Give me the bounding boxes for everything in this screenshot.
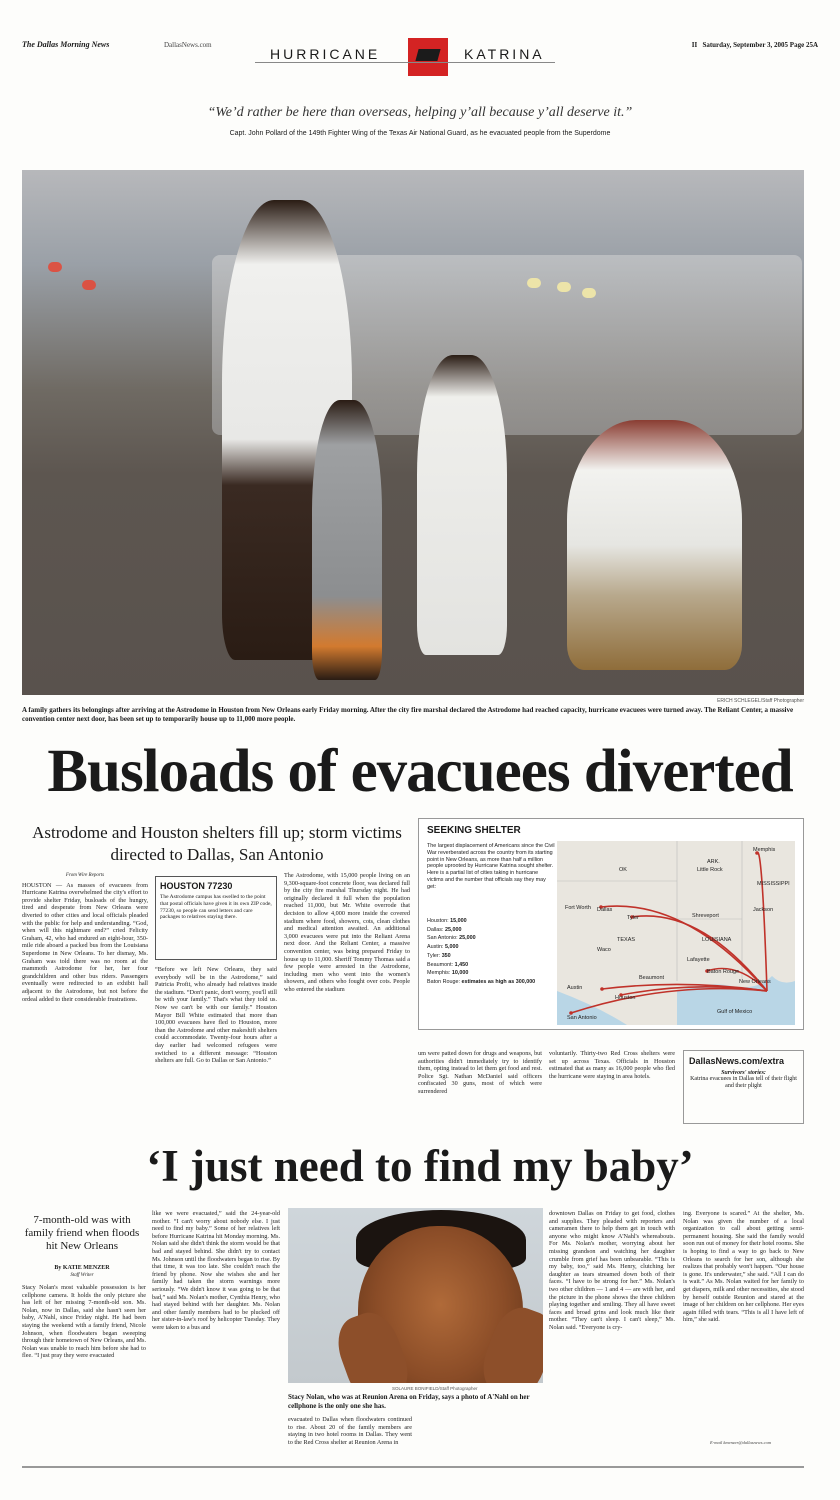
- page-mark: II: [691, 41, 698, 49]
- section-title-right: KATRINA: [464, 46, 545, 62]
- map-label: Little Rock: [697, 867, 723, 873]
- story2-col5: ing. Everyone is scared.” At the shelter, Ms. Nolan was given the number of a local organization to call about getting semi-permanent housing. She said the family would soon run out of money for their hotel rooms. She is hoping to find a way to go back to New Orleans to search for her son, although she realizes that probably won't happen. “Our house is gone. It's underwater,” she said. “All I can do is wait.” As Ms. Nolan waited for her family to get diapers, milk and other necessities, she stood by herself outside Reunion and stared at the image of her children on her cellphone. Her eyes again filled with tears. “This is all I have left of him,” she said.: [683, 1210, 804, 1324]
- shelter-count-value: 1,450: [454, 961, 469, 968]
- map-label: LOUISIANA: [702, 937, 732, 943]
- deck-7-month-old: 7-month-old was with family friend when floods hit New Orleans: [24, 1214, 140, 1252]
- shelter-count-row: [427, 934, 555, 943]
- shelter-map: [557, 841, 795, 1025]
- map-label: Jackson: [753, 907, 774, 913]
- map-label: Baton Rouge: [707, 969, 740, 975]
- bus-light: [527, 278, 541, 288]
- main-photo-caption: A family gathers its belongings after arriving at the Astrodome in Houston from New Orleans early Friday morning. After the city fire marshal declared the Astrodome had reached capacity, hurricane evacuees were turned away. The Reliant Center, a massive convention center next door, has been set up to temporarily house up to 11,000 more people.: [22, 706, 794, 723]
- shelter-intro: The largest displacement of Americans since the Civil War reverberated across the country from its starting point in New Orleans, as more than half a million people uprooted by Hurricane Katrina sought shelter. Here is a partial list of cities taking in hurricane victims and the number that officials say they may get:: [427, 843, 555, 890]
- dallasnews-brand[interactable]: DallasNews.com/extra: [689, 1056, 785, 1066]
- seeking-shelter-box: [418, 818, 804, 1030]
- shelter-counts: [427, 917, 555, 987]
- map-label: Fort Worth: [565, 905, 591, 911]
- shelter-count-value: 15,000: [450, 918, 467, 924]
- shelter-count-value: 350: [441, 952, 451, 959]
- page-info: [692, 41, 818, 49]
- houston-box-text: The Astrodome campus has swelled to the point that postal officials have given it its own ZIP code, 77230, so people can send letters and care packages to relatives staying there.: [160, 894, 272, 921]
- main-photo: [22, 170, 804, 695]
- map-label: TEXAS: [617, 937, 636, 943]
- shelter-count-row: [427, 926, 555, 935]
- shelter-count-value: 10,000: [451, 970, 469, 977]
- map-label: Tyler: [627, 915, 639, 921]
- section-title-left: HURRICANE: [270, 46, 381, 62]
- story1-col5: voluntarily. Thirty-two Red Cross shelters were set up across Texas. Officials in Houston estimated that as many as 16,000 people who fled the hurricane were staying in area hotels.: [549, 1050, 675, 1080]
- story2-col2: like we were evacuated,” said the 24-year-old mother. “I can't worry about nobody else. I just need to find my baby.” Some of her relatives left before Hurricane Katrina hit Monday morning. Ms. Nolan said she didn't think the storm would be that bad and stayed behind. She didn't try to contact Ms. Johnson until the floodwaters began to rise. By that time, it was too late. She couldn't reach the friend by phone. Now she wishes she and her family had taken the storm warnings more seriously. “We didn't know it was going to be that bad,” said Ms. Nolan's mother, Cynthia Henry, who had stayed behind with her daughter. Ms. Nolan and other family members had to be plucked off her sister-in-law's roof by helicopter Tuesday. They were taken to a bus and: [152, 1210, 280, 1331]
- story2-col1: Stacy Nolan's most valuable possession is her cellphone camera. It holds the only picture she has left of her missing 7-month-old son. Ms. Nolan, now in Dallas, said she hasn't seen her baby, A'Nahl, since Friday night. He had been staying the weekend with a family friend, Nicole Johnson, when floodwaters began sweeping through their hometown of New Orleans, and Ms. Nolan was unable to reach him before she had to flee. “I just pray they were evacuated: [22, 1284, 146, 1360]
- map-label: San Antonio: [567, 1015, 597, 1021]
- shelter-count-label: San Antonio:: [427, 935, 460, 942]
- shelter-count-label: Austin:: [427, 944, 445, 951]
- map-label: Dallas: [597, 907, 613, 913]
- story1-col3: The Astrodome, with 15,000 people living on an 9,300-square-foot concrete floor, was declared full by the city fire marshal Thursday night. He had originally declared it full when the population reached 11,000, but Mr. White overrode that decision to allow 4,000 more inside the covered stadium where food, showers, cots, clean clothes and medical attention awaited. An additional 3,000 evacuees were put into the Reliant Arena next door. And the Reliant Center, a massive convention center, was being prepared Friday to house up to 11,000. Sheriff Tommy Thomas said a few people were arrested in the Astrodome, including men who went into the women's showers, and others who fought over cots. People who entered the stadium: [284, 872, 410, 993]
- woman-figure: [567, 420, 742, 670]
- map-label: New Orleans: [739, 979, 771, 985]
- bus-light: [557, 282, 571, 292]
- dallasnews-sub: Survivors' stories:: [721, 1070, 766, 1076]
- shelter-title: SEEKING SHELTER: [427, 825, 521, 836]
- map-label: Austin: [567, 985, 583, 991]
- toddler-figure: [417, 355, 507, 655]
- map-label: Beaumont: [639, 975, 665, 981]
- quote-attribution: Capt. John Pollard of the 149th Fighter Wing of the Texas Air National Guard, as he evacuated people from the Superdome: [229, 130, 611, 137]
- pull-quote: “We’d rather be here than overseas, helping y’all because y’all deserve it.”: [207, 105, 633, 120]
- story1-col1: [22, 872, 148, 1130]
- houston-zip-box: [155, 876, 277, 960]
- story2-col4: downtown Dallas on Friday to get food, clothes and supplies. They pleaded with reporters and cameramen there to help them get in touch with anyone who might know A'Nahl's whereabouts. For Ms. Nolan's mother, worrying about her missing grandson and watching her daughter crumble from grief has been unbearable. “This is my baby, too,” said Ms. Henry, clutching her daughter as tears streamed down both of their faces. “I have to be strong for her.” Ms. Nolan's two other children — 1 and 4 — are with her, and the picture in the phone shows the three children playing together and smiling. They all have sweet faces and broad grins and look much like their mother. “They can't sleep. I can't sleep,” Ms. Nolan said. “Everyone is cry-: [549, 1210, 675, 1331]
- shelter-count-value: estimates as high as 300,000: [461, 978, 536, 985]
- shelter-count-row: [427, 978, 555, 987]
- story1-col4: um were patted down for drugs and weapons, but authorities didn't immediately try to identify them, opting instead to let them get food and rest. Police Sgt. Nathan McDaniel said officers confiscated 30 guns, most of which were surrendered: [418, 1050, 542, 1095]
- story1-col2: “Before we left New Orleans, they said everybody will be in the Astrodome,” said Patricia Profit, who already had relatives inside the stadium. “Don't panic, don't worry, you'll still be with your family.” That's what they told us. Now we can't be with our family.” Houston Mayor Bill White estimated that more than 100,000 evacuees have fled to Houston, more than the Astrodome and other makeshift shelters could accommodate. Twenty-four hours after a day earlier had welcomed refugees were switched to a different message: “Houston shelters are full. Go to Dallas or San Antonio.”: [155, 966, 277, 1065]
- tail-light: [82, 280, 96, 290]
- map-label: Houston: [615, 995, 636, 1001]
- site-url[interactable]: DallasNews.com: [164, 41, 212, 49]
- shelter-count-label: Beaumont:: [427, 961, 455, 968]
- shelter-count-row: [427, 969, 555, 978]
- map-label: Shreveport: [692, 913, 719, 919]
- houston-box-title: HOUSTON 77230: [160, 881, 233, 891]
- map-label: ARK.: [707, 859, 720, 865]
- photo2-credit: SOLAURE BONIFIELD/Staff Photographer: [392, 1386, 478, 1391]
- shelter-count-value: 5,000: [444, 944, 459, 951]
- shelter-count-label: Tyler:: [427, 952, 442, 959]
- hurricane-logo-icon: [408, 38, 448, 76]
- map-label: Lafayette: [687, 957, 710, 963]
- headline-find-my-baby: ‘I just need to find my baby’: [146, 1141, 694, 1191]
- shelter-count-value: 25,000: [459, 935, 476, 942]
- bus-light: [582, 288, 596, 298]
- dallasnews-promo-box[interactable]: [683, 1050, 804, 1124]
- shelter-count-row: [427, 943, 555, 952]
- headline-evacuees-diverted: Busloads of evacuees diverted: [47, 738, 793, 805]
- story2-col3: evacuated to Dallas when floodwaters continued to rise. About 20 of the family members are staying in two hotel rooms in Dallas. They went to the Red Cross shelter at Reunion Arena in: [288, 1416, 412, 1446]
- shelter-count-row: [427, 952, 555, 961]
- child-figure: [312, 400, 382, 680]
- shelter-count-label: Baton Rouge:: [427, 978, 462, 985]
- shelter-count-label: Memphis:: [427, 970, 452, 977]
- bottom-rule: [22, 1466, 804, 1468]
- paper-name: The Dallas Morning News: [22, 40, 110, 49]
- folio: [22, 38, 818, 68]
- byline-title: Staff Writer: [70, 1273, 94, 1278]
- stacy-nolan-photo: [288, 1208, 543, 1383]
- shelter-count-row: [427, 961, 555, 970]
- tail-light: [48, 262, 62, 272]
- photo2-caption: Stacy Nolan, who was at Reunion Arena on Friday, says a photo of A'Nahl on her cellphone is the only one she has.: [288, 1393, 530, 1410]
- map-label: Waco: [597, 947, 611, 953]
- wire-credit: From Wire Reports: [65, 873, 105, 878]
- map-label: Memphis: [753, 847, 776, 853]
- folio-rule: [255, 62, 555, 63]
- shelter-count-label: Dallas:: [427, 926, 445, 933]
- main-photo-credit: ERICH SCHLEGEL/Staff Photographer: [717, 698, 804, 704]
- shelter-count-label: Houston:: [427, 918, 451, 924]
- map-label: Gulf of Mexico: [717, 1009, 753, 1015]
- shelter-count-value: 25,000: [444, 926, 462, 933]
- byline: By KATIE MENZER: [54, 1265, 110, 1271]
- dallasnews-desc: Katrina evacuees in Dallas tell of their flight and their plight: [690, 1076, 797, 1090]
- author-email[interactable]: E-mail kmenzer@dallasnews.com: [710, 1440, 772, 1445]
- page-date: Saturday, September 3, 2005 Page 25A: [702, 41, 818, 49]
- story1-col1-text: HOUSTON — As masses of evacuees from Hurricane Katrina overwhelmed the city's effort to provide shelter Friday, busloads of the hungry, tired and desperate from New Orleans were diverted to other cities and local officials pleaded with the public for help and understanding. “God, when will this nightmare end?” cried Felicity Graham, 42, who had endured an eight-hour, 350-mile ride aboard a packed bus from the Louisiana Superdome in New Orleans. To her dismay, Ms. Graham was told there was no room at the mammoth Astrodome for her, her four grandchildren and other bus riders. Passengers eventually were redirected to an exhibit hall adjacent to the Astrodome, but not before the ordeal added to their considerable frustrations.: [22, 881, 148, 1003]
- map-arrowhead: [600, 987, 604, 991]
- map-label: OK: [619, 867, 627, 873]
- shelter-count-row: [427, 917, 555, 926]
- deck-shelters-fill: Astrodome and Houston shelters fill up; storm victims directed to Dallas, San Antonio: [32, 823, 402, 864]
- map-label: MISSISSIPPI: [757, 881, 790, 887]
